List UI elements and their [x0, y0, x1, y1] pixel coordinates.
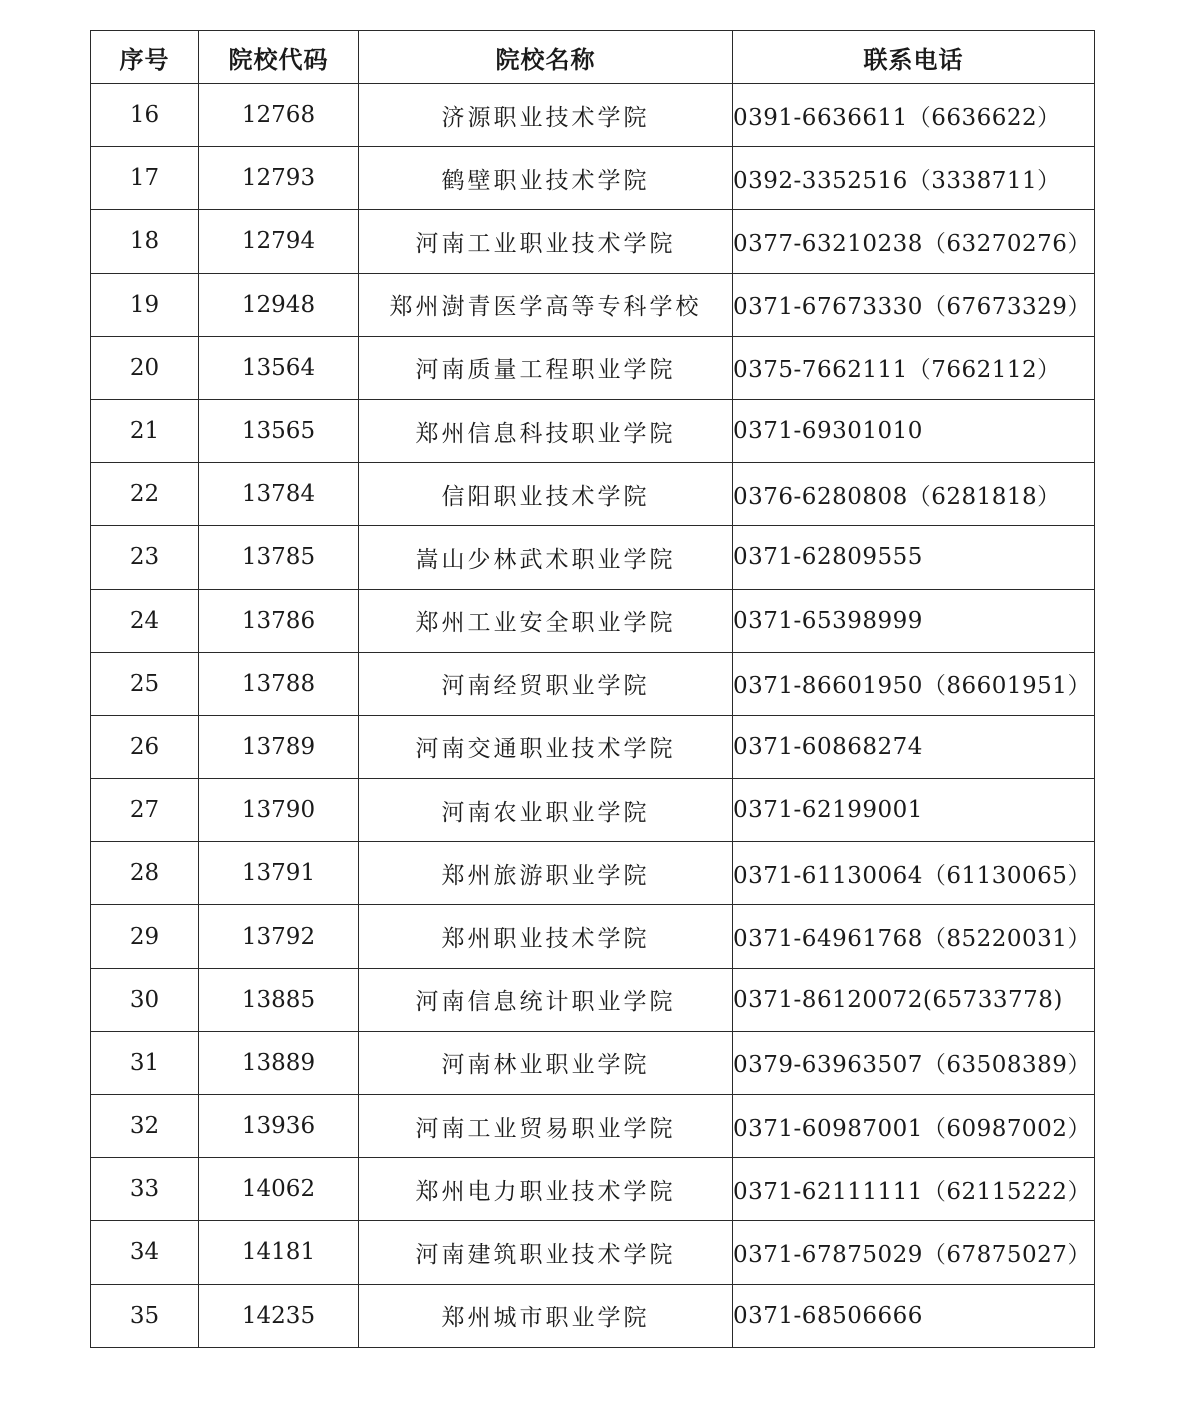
header-no: 序号: [91, 31, 199, 84]
table-row: [91, 779, 1095, 842]
table-body: [91, 84, 1095, 1348]
table-row: [91, 842, 1095, 905]
cell-name: 郑州电力职业技术学院: [359, 1158, 733, 1221]
cell-no: 35: [91, 1284, 199, 1347]
table-row: [91, 1284, 1095, 1347]
cell-name: 郑州职业技术学院: [359, 905, 733, 968]
cell-name: 郑州信息科技职业学院: [359, 399, 733, 462]
cell-phone: 0371-69301010: [733, 399, 1095, 462]
cell-name: 济源职业技术学院: [359, 84, 733, 147]
table-row: [91, 589, 1095, 652]
cell-no: 29: [91, 905, 199, 968]
cell-code: 13785: [199, 526, 359, 589]
cell-no: 16: [91, 84, 199, 147]
cell-phone: 0371-65398999: [733, 589, 1095, 652]
cell-no: 25: [91, 652, 199, 715]
cell-no: 17: [91, 147, 199, 210]
table-row: [91, 1095, 1095, 1158]
cell-phone: 0371-67875029（67875027）: [733, 1221, 1095, 1284]
cell-no: 27: [91, 779, 199, 842]
cell-name: 郑州城市职业学院: [359, 1284, 733, 1347]
header-row: [91, 31, 1095, 84]
cell-code: 12768: [199, 84, 359, 147]
cell-code: 13885: [199, 968, 359, 1031]
cell-code: 12794: [199, 210, 359, 273]
cell-phone: 0371-60987001（60987002）: [733, 1095, 1095, 1158]
cell-no: 22: [91, 463, 199, 526]
cell-phone: 0391-6636611（6636622）: [733, 84, 1095, 147]
cell-code: 13790: [199, 779, 359, 842]
cell-phone: 0371-62111111（62115222）: [733, 1158, 1095, 1221]
cell-phone: 0379-63963507（63508389）: [733, 1031, 1095, 1094]
cell-code: 12793: [199, 147, 359, 210]
table-row: [91, 147, 1095, 210]
table-row: [91, 210, 1095, 273]
cell-no: 23: [91, 526, 199, 589]
cell-no: 21: [91, 399, 199, 462]
table-row: [91, 715, 1095, 778]
cell-code: 14181: [199, 1221, 359, 1284]
cell-phone: 0371-68506666: [733, 1284, 1095, 1347]
cell-phone: 0376-6280808（6281818）: [733, 463, 1095, 526]
cell-code: 12948: [199, 273, 359, 336]
cell-name: 鹤壁职业技术学院: [359, 147, 733, 210]
cell-phone: 0371-86601950（86601951）: [733, 652, 1095, 715]
cell-name: 河南建筑职业技术学院: [359, 1221, 733, 1284]
table-row: [91, 463, 1095, 526]
cell-name: 嵩山少林武术职业学院: [359, 526, 733, 589]
table-row: [91, 968, 1095, 1031]
cell-phone: 0371-62199001: [733, 779, 1095, 842]
table-row: [91, 1158, 1095, 1221]
cell-code: 13564: [199, 336, 359, 399]
cell-phone: 0375-7662111（7662112）: [733, 336, 1095, 399]
cell-phone: 0377-63210238（63270276）: [733, 210, 1095, 273]
cell-code: 13788: [199, 652, 359, 715]
cell-no: 34: [91, 1221, 199, 1284]
cell-phone: 0371-60868274: [733, 715, 1095, 778]
table-row: [91, 84, 1095, 147]
header-code: 院校代码: [199, 31, 359, 84]
cell-name: 河南工业贸易职业学院: [359, 1095, 733, 1158]
cell-phone: 0371-86120072(65733778): [733, 968, 1095, 1031]
cell-name: 河南交通职业技术学院: [359, 715, 733, 778]
cell-no: 32: [91, 1095, 199, 1158]
cell-phone: 0371-67673330（67673329）: [733, 273, 1095, 336]
cell-code: 13784: [199, 463, 359, 526]
cell-no: 33: [91, 1158, 199, 1221]
cell-name: 河南经贸职业学院: [359, 652, 733, 715]
cell-phone: 0371-62809555: [733, 526, 1095, 589]
table-row: [91, 905, 1095, 968]
table-row: [91, 399, 1095, 462]
table-row: [91, 652, 1095, 715]
table-row: [91, 1031, 1095, 1094]
cell-code: 13792: [199, 905, 359, 968]
cell-name: 河南林业职业学院: [359, 1031, 733, 1094]
cell-no: 20: [91, 336, 199, 399]
cell-name: 信阳职业技术学院: [359, 463, 733, 526]
cell-name: 河南质量工程职业学院: [359, 336, 733, 399]
cell-code: 13786: [199, 589, 359, 652]
cell-no: 31: [91, 1031, 199, 1094]
cell-code: 13791: [199, 842, 359, 905]
cell-name: 郑州澍青医学高等专科学校: [359, 273, 733, 336]
cell-phone: 0371-61130064（61130065）: [733, 842, 1095, 905]
table-row: [91, 336, 1095, 399]
cell-code: 14235: [199, 1284, 359, 1347]
cell-name: 河南农业职业学院: [359, 779, 733, 842]
schools-table: [90, 30, 1095, 1348]
cell-no: 18: [91, 210, 199, 273]
cell-no: 28: [91, 842, 199, 905]
header-name: 院校名称: [359, 31, 733, 84]
cell-name: 河南工业职业技术学院: [359, 210, 733, 273]
cell-no: 24: [91, 589, 199, 652]
cell-code: 13565: [199, 399, 359, 462]
table-row: [91, 273, 1095, 336]
header-phone: 联系电话: [733, 31, 1095, 84]
cell-no: 26: [91, 715, 199, 778]
table-row: [91, 526, 1095, 589]
cell-name: 郑州旅游职业学院: [359, 842, 733, 905]
cell-name: 郑州工业安全职业学院: [359, 589, 733, 652]
cell-code: 13936: [199, 1095, 359, 1158]
cell-no: 19: [91, 273, 199, 336]
table-row: [91, 1221, 1095, 1284]
cell-code: 14062: [199, 1158, 359, 1221]
cell-no: 30: [91, 968, 199, 1031]
cell-phone: 0371-64961768（85220031）: [733, 905, 1095, 968]
cell-code: 13789: [199, 715, 359, 778]
cell-name: 河南信息统计职业学院: [359, 968, 733, 1031]
cell-code: 13889: [199, 1031, 359, 1094]
cell-phone: 0392-3352516（3338711）: [733, 147, 1095, 210]
